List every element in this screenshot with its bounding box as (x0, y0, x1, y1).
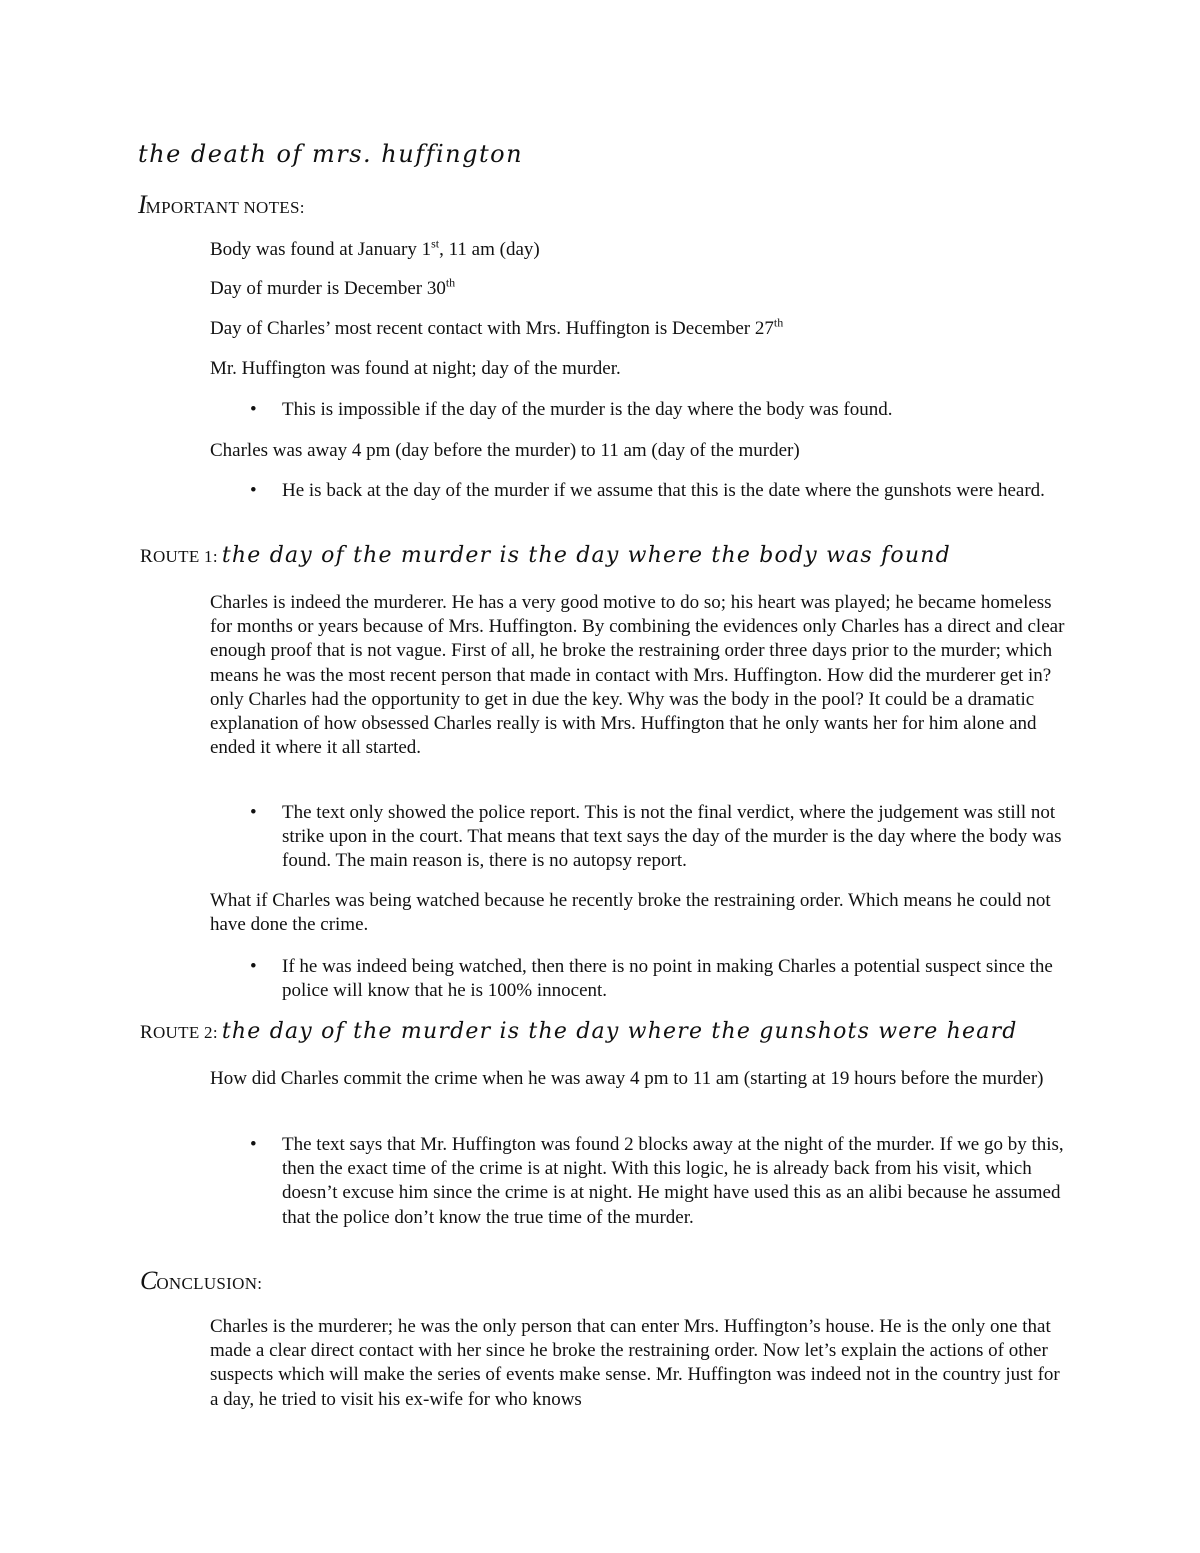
bullet-icon: • (250, 480, 257, 501)
list-item (250, 398, 1070, 422)
list-item-text: He is back at the day of the murder if we assume that this is the date where the gunshots were heard. (282, 480, 1045, 501)
note-recent-contact (210, 317, 1070, 341)
bullet-icon: • (250, 802, 257, 823)
heading-text: OUTE 1: (152, 547, 218, 566)
list-item-text: If he was indeed being watched, then there is no point in making Charles a potential suspect since the police will know that he is 100% innocent. (282, 956, 1053, 1002)
route-1-heading (140, 543, 951, 568)
bullet-icon: • (250, 399, 257, 420)
heading-script: the day of the murder is the day where the gunshots were heard (221, 1019, 1018, 1044)
heading-script: the day of the murder is the day where the body was found (221, 543, 951, 568)
list-item-text: The text only showed the police report. This is not the final verdict, where the judgement was still not strike upon in the court. That means that text says the day of the murder is the day where the body was found. The main reason is, there is no autopsy report. (282, 802, 1062, 872)
note-text: Day of Charles’ most recent contact with Mrs. Huffington is December 27 (210, 318, 774, 339)
list-item (250, 801, 1070, 874)
list-item-text: The text says that Mr. Huffington was found 2 blocks away at the night of the murder. If we go by this, then the exact time of the crime is at night. With this logic, he is already back from his visit, which doesn’t excuse him since the crime is at night. He might have used this as an alibi because he assumed that the police don’t know the true time of the murder. (282, 1134, 1064, 1228)
list-item (250, 479, 1070, 503)
route-2-paragraph: How did Charles commit the crime when he was away 4 pm to 11 am (starting at 19 hours before the murder) (210, 1068, 1044, 1089)
heading-initial: R (140, 546, 153, 567)
important-notes-heading (138, 190, 305, 220)
list-item-text: This is impossible if the day of the murder is the day where the body was found. (282, 399, 893, 420)
note-body-found (210, 238, 1070, 262)
note-mr-huffington: Mr. Huffington was found at night; day of the murder. (210, 358, 621, 379)
heading-initial: C (140, 1266, 158, 1295)
list-item (250, 955, 1070, 1003)
bullet-icon: • (250, 1134, 257, 1155)
bullet-icon: • (250, 956, 257, 977)
route-2-heading (140, 1019, 1018, 1044)
document-title: the death of mrs. huffington (138, 140, 524, 168)
note-text: , 11 am (day) (439, 239, 540, 260)
superscript: th (773, 315, 784, 330)
route-1-paragraph-2: What if Charles was being watched because he recently broke the restraining order. Which means he could not have done the crime. (210, 890, 1051, 936)
heading-initial: R (140, 1022, 153, 1043)
note-charles-away: Charles was away 4 pm (day before the murder) to 11 am (day of the murder) (210, 440, 800, 461)
note-day-of-murder (210, 277, 1070, 301)
heading-text: OUTE 2: (152, 1023, 218, 1042)
heading-text: MPORTANT NOTES: (145, 198, 305, 217)
note-text: Day of murder is December 30 (210, 278, 446, 299)
list-item (250, 1133, 1070, 1230)
superscript: th (445, 275, 456, 290)
superscript: st (431, 236, 440, 251)
conclusion-heading (140, 1266, 262, 1296)
conclusion-paragraph: Charles is the murderer; he was the only person that can enter Mrs. Huffington’s house. He is the only one that made a clear direct contact with her since he broke the restraining order. Now let’s explain the actions of other suspects which will make the series of events make sense. Mr. Huffington was indeed not in the country just for a day, he tried to visit his ex-wife for who knows (210, 1316, 1060, 1410)
note-text: Body was found at January 1 (210, 239, 432, 260)
heading-text: ONCLUSION: (156, 1274, 263, 1293)
heading-initial: I (138, 190, 147, 219)
route-1-paragraph: Charles is indeed the murderer. He has a very good motive to do so; his heart was played; he became homeless for months or years because of Mrs. Huffington. By combining the evidences only Charles has a direct and clear enough proof that is not vague. First of all, he broke the restraining order three days prior to the murder; which means he was the most recent person that made in contact with Mrs. Huffington. How did the murderer get in? only Charles had the opportunity to get in due the key. Why was the body in the pool? It could be a dramatic explanation of how obsessed Charles really is with Mrs. Huffington that he only wants her for him alone and ended it where it all started. (210, 592, 1065, 759)
